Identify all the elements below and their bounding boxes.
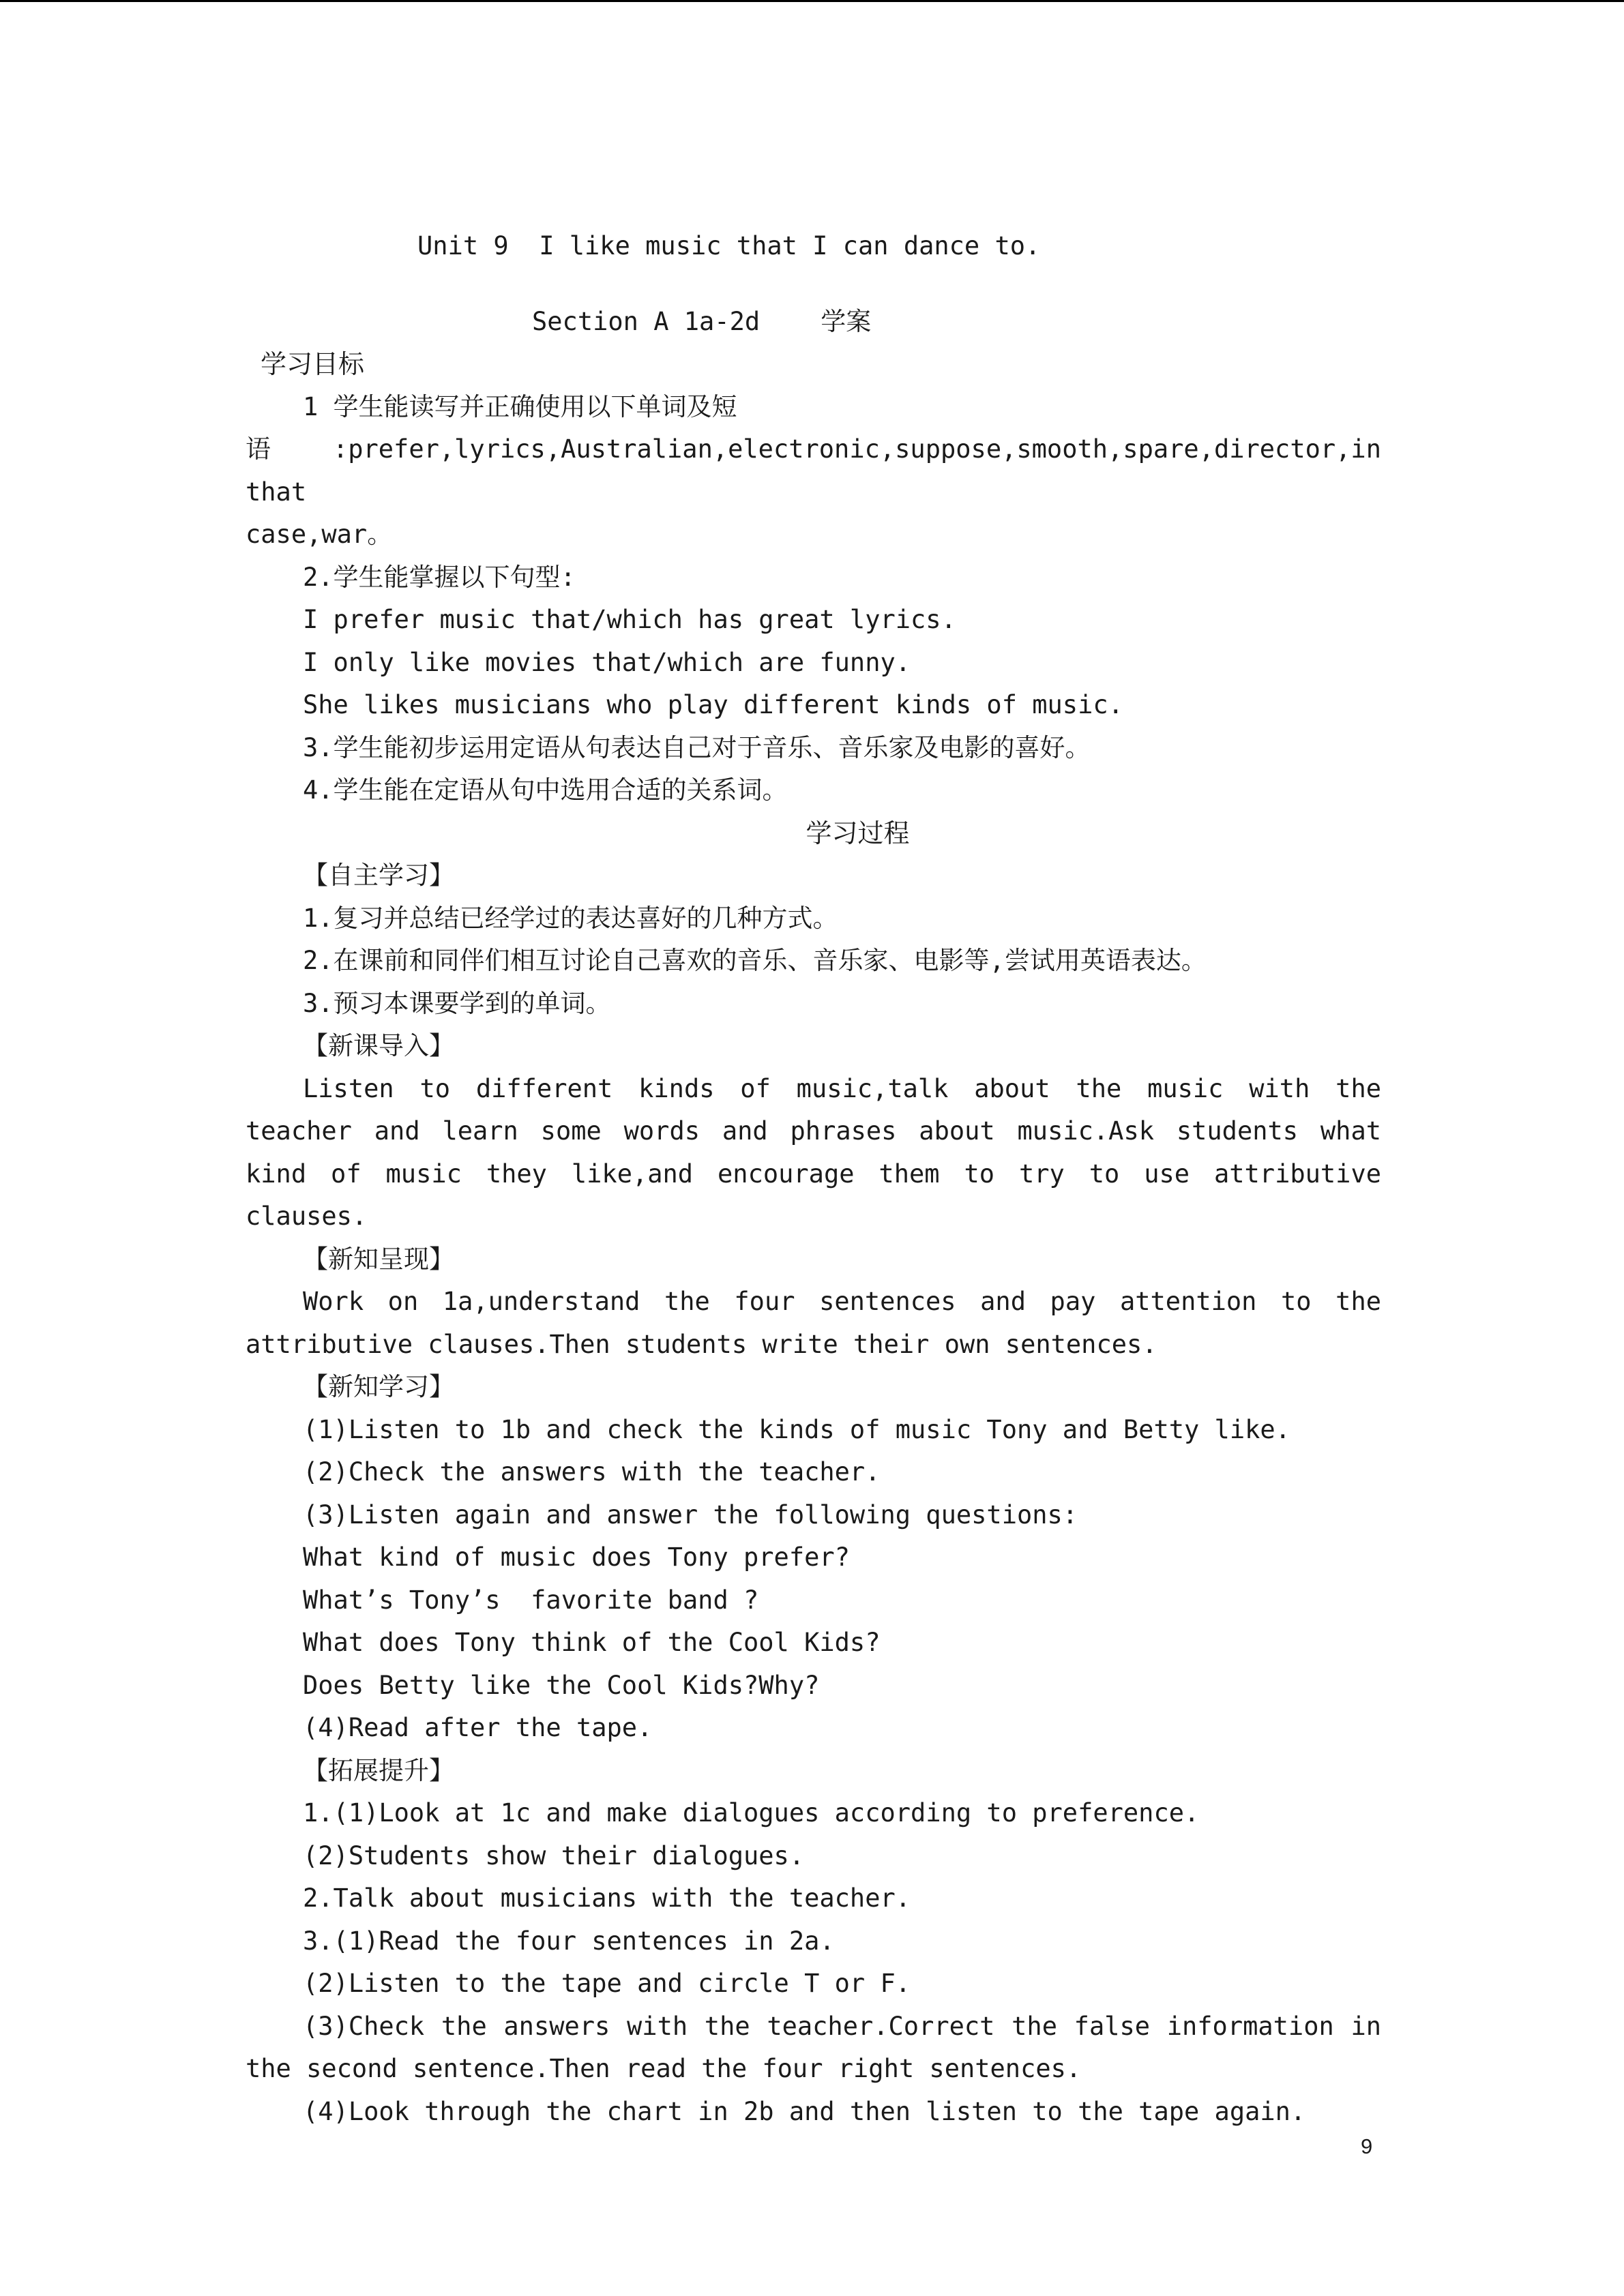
objective-3: 3.学生能初步运用定语从句表达自己对于音乐、音乐家及电影的喜好。 xyxy=(303,732,1091,762)
lead-in-paragraph: Listen to different kinds of music,talk about the music with the teacher and learn some words and phrases about music.Ask students what kind of music they like,and encourage them to try to use attributive clauses. xyxy=(246,1073,1381,1231)
question-item: What does Tony think of the Cool Kids? xyxy=(303,1628,881,1657)
extension-check-paragraph: (3)Check the answers with the teacher.Correct the false information in the second sentence.Then read the four right sentences. xyxy=(246,2011,1381,2083)
extension-item: (2)Listen to the tape and circle T or F. xyxy=(303,1969,911,1998)
question-item: What’s Tony’s favorite band ? xyxy=(303,1585,759,1615)
section-title: Section A 1a-2d 学案 xyxy=(532,306,872,336)
presentation-paragraph: Work on 1a,understand the four sentences and pay attention to the attributive clauses.Then students write their own sentences. xyxy=(246,1287,1381,1359)
objectives-heading: 学习目标 xyxy=(261,349,365,379)
question-item: What kind of music does Tony prefer? xyxy=(303,1542,850,1572)
self-study-item: 3.预习本课要学到的单词。 xyxy=(303,988,611,1018)
sentence-pattern: She likes musicians who play different kinds of music. xyxy=(303,690,1123,719)
learning-label: 【新知学习】 xyxy=(303,1372,454,1401)
objective-1-words: 语:prefer,lyrics,Australian,electronic,suppose,smooth,spare,director,in that xyxy=(246,434,1381,507)
extension-item: 2.Talk about musicians with the teacher. xyxy=(303,1883,911,1913)
top-border-line xyxy=(0,0,1624,2)
objective-2-intro: 2.学生能掌握以下句型: xyxy=(303,562,576,592)
learning-item: (1)Listen to 1b and check the kinds of music Tony and Betty like. xyxy=(303,1414,1290,1444)
learning-item: (4)Read after the tape. xyxy=(303,1713,653,1742)
lead-in-label: 【新课导入】 xyxy=(303,1031,454,1060)
question-item: Does Betty like the Cool Kids?Why? xyxy=(303,1670,820,1700)
sentence-pattern: I only like movies that/which are funny. xyxy=(303,647,911,677)
learning-item: (2)Check the answers with the teacher. xyxy=(303,1457,881,1487)
objective-1-words-end: case,war。 xyxy=(246,520,393,549)
unit-title: Unit 9 I like music that I can dance to. xyxy=(417,231,1041,260)
sentence-pattern: I prefer music that/which has great lyrics. xyxy=(303,605,956,634)
objective-4: 4.学生能在定语从句中选用合适的关系词。 xyxy=(303,775,788,805)
process-heading: 学习过程 xyxy=(806,818,910,848)
learning-item: (3)Listen again and answer the following questions: xyxy=(303,1500,1078,1530)
presentation-label: 【新知呈现】 xyxy=(303,1244,454,1274)
page-number: 9 xyxy=(1361,2134,1373,2158)
self-study-label: 【自主学习】 xyxy=(303,861,454,890)
self-study-item: 1.复习并总结已经学过的表达喜好的几种方式。 xyxy=(303,903,838,933)
objective-1-intro: 1 学生能读写并正确使用以下单词及短 xyxy=(303,391,737,421)
extension-label: 【拓展提升】 xyxy=(303,1755,454,1785)
extension-item: (4)Look through the chart in 2b and then listen to the tape again. xyxy=(303,2096,1306,2126)
self-study-item: 2.在课前和同伴们相互讨论自己喜欢的音乐、音乐家、电影等,尝试用英语表达。 xyxy=(303,946,1207,975)
extension-item: (2)Students show their dialogues. xyxy=(303,1840,805,1870)
extension-item: 1.(1)Look at 1c and make dialogues according to preference. xyxy=(303,1798,1200,1828)
document-page xyxy=(246,225,1381,2133)
extension-item: 3.(1)Read the four sentences in 2a. xyxy=(303,1926,835,1956)
